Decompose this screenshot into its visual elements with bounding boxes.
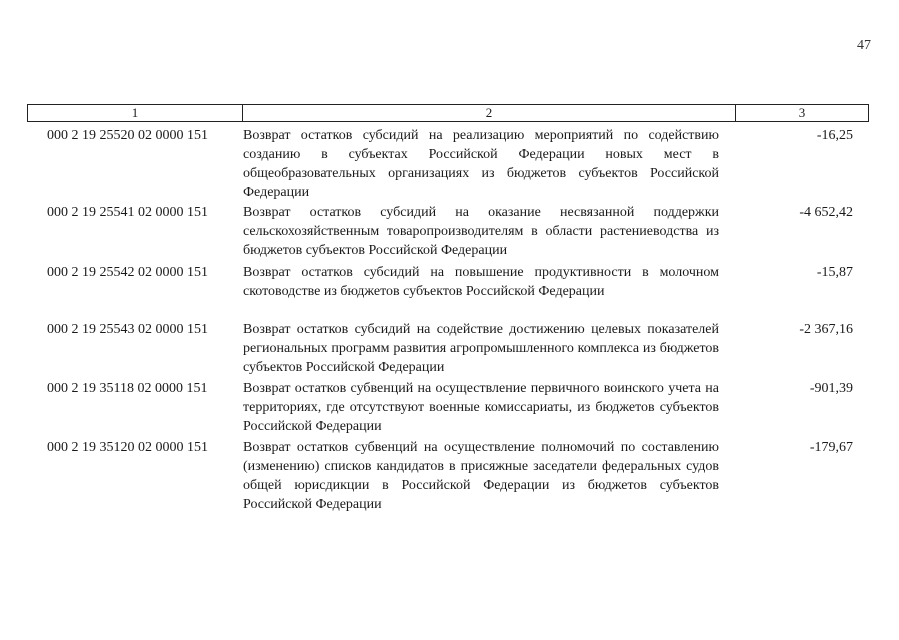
row-amount: -901,39 bbox=[809, 381, 853, 396]
row-description: Возврат остатков субсидий на повышение продуктивности в молочном скотоводстве из бюджетов субъектов Российской Федерации bbox=[243, 265, 719, 299]
row-description: Возврат остатков субсидий на оказание несвязанной поддержки сельскохозяйственным товаропроизводителям в области растениеводства из бюджетов субъектов Российской Федерации bbox=[243, 205, 719, 258]
budget-code: 000 2 19 35120 02 0000 151 bbox=[47, 440, 208, 455]
table-row bbox=[27, 263, 869, 301]
row-amount: -4 652,42 bbox=[799, 205, 853, 220]
row-description: Возврат остатков субсидий на реализацию мероприятий по содействию созданию в субъектах Российской Федерации новых мест в общеобразовательных организациях из бюджетов субъектов Российской Федерации bbox=[243, 128, 719, 200]
table-row bbox=[27, 320, 869, 377]
table-row bbox=[27, 126, 869, 202]
budget-code: 000 2 19 25542 02 0000 151 bbox=[47, 265, 208, 280]
row-description: Возврат остатков субвенций на осуществление первичного воинского учета на территориях, где отсутствуют военные комиссариаты, из бюджетов субъектов Российской Федерации bbox=[243, 381, 719, 434]
row-amount: -179,67 bbox=[809, 440, 853, 455]
table-row bbox=[27, 203, 869, 260]
table-row bbox=[27, 379, 869, 436]
budget-code: 000 2 19 25541 02 0000 151 bbox=[47, 205, 208, 220]
budget-code: 000 2 19 35118 02 0000 151 bbox=[47, 381, 208, 396]
row-amount: -16,25 bbox=[816, 128, 853, 143]
table-header-row bbox=[27, 104, 869, 122]
table-row bbox=[27, 438, 869, 514]
row-amount: -2 367,16 bbox=[799, 322, 853, 337]
row-amount: -15,87 bbox=[816, 265, 853, 280]
budget-code: 000 2 19 25543 02 0000 151 bbox=[47, 322, 208, 337]
row-description: Возврат остатков субсидий на содействие достижению целевых показателей региональных программ развития агропромышленного комплекса из бюджетов субъектов Российской Федерации bbox=[243, 322, 719, 375]
column-header-3: 3 bbox=[798, 105, 806, 120]
page-number: 47 bbox=[857, 38, 871, 53]
column-header-2: 2 bbox=[243, 105, 736, 121]
budget-code: 000 2 19 25520 02 0000 151 bbox=[47, 128, 208, 143]
row-description: Возврат остатков субвенций на осуществление полномочий по составлению (изменению) списков кандидатов в присяжные заседатели федеральных судов общей юрисдикции в Российской Федерации из бюджетов субъектов Российской Федерации bbox=[243, 440, 719, 512]
column-header-1: 1 bbox=[28, 105, 243, 121]
budget-table bbox=[27, 104, 869, 514]
